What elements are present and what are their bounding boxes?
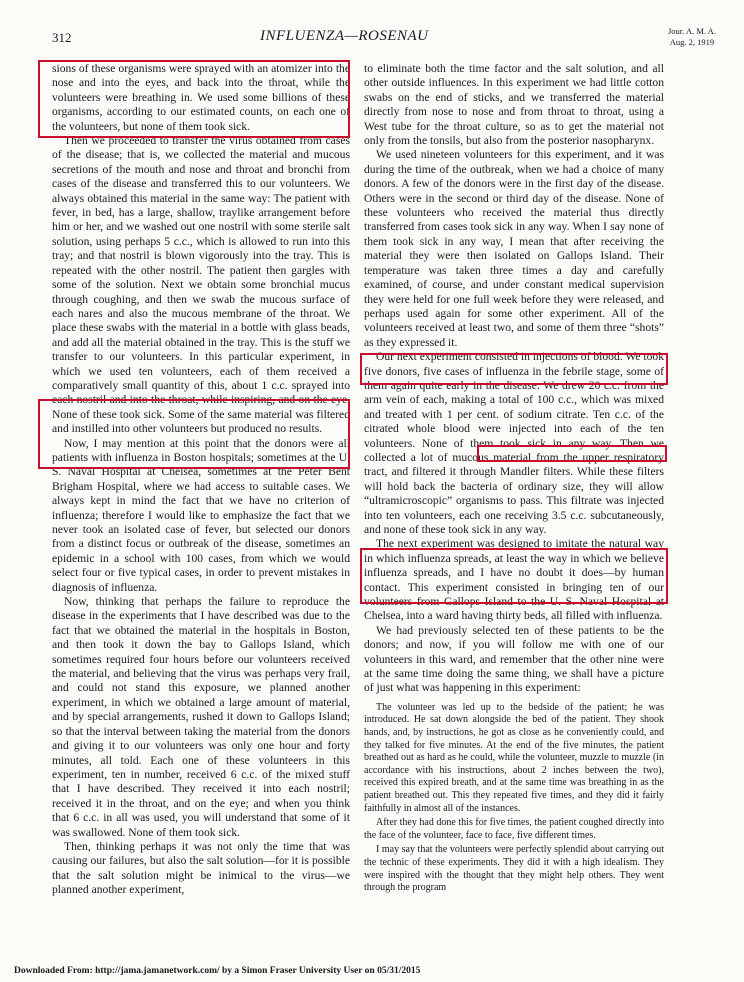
download-footer: Downloaded From: http://jama.jamanetwork.com/ by a Simon Fraser University User on 05/31/2015 (14, 966, 421, 976)
left-paragraph-1: sions of these organisms were sprayed with an atomizer into the nose and into the eyes, and back into the throat, while the volunteers were breathing in. We used some billions of these organisms, according to our estimated counts, on each one of the volunteers, but none of them took sick. (52, 62, 350, 133)
left-paragraph-4: Now, thinking that perhaps the failure to reproduce the disease in the experiments that I have described was due to the fact that we obtained the material in the hospitals in Boston, and then took it down the bay to Gallops Island, which sometimes required four hours before our volunteers received the material, and believing that the virus was perhaps very frail, and could not stand this exposure, we planned another experiment, in which we obtained a large amount of material, and by special arrangements, rushed it down to Gallops Island; so that the interval between taking the material from the donors and giving it to our volunteers was only one hour and forty minutes, all told. Each one of these volunteers in this experiment, ten in number, received 6 c.c. of the mixed stuff that I have described. They received it into each nostril; received it in the throat, and on the eye; and when you think that 6 c.c. in all was used, you will understand that some of it was swallowed. None of them took sick. (52, 595, 350, 839)
right-column (364, 62, 664, 897)
left-paragraph-5: Then, thinking perhaps it was not only the time that was causing our failures, but also the salt solution—for it is possible that the salt solution might be inimical to the virus—we planned another experiment, (52, 839, 350, 897)
left-paragraph-3: Now, I may mention at this point that the donors were all patients with influenza in Boston hospitals; sometimes at the U. S. Naval Hospital at Chelsea, sometimes at the Peter Bent Brigham Hospital, where we had access to suitable cases. We always kept in mind the fact that we have no criterion of influenza; therefore I would like to emphasize the fact that we never took an isolated case of fever, but selected our donors from a distinct focus or outbreak of the disease, sometimes an epidemic in a school with 100 cases, from which we would select four or five typical cases, in order to prevent mistakes in diagnosis of influenza. (52, 436, 350, 594)
left-paragraph-2: Then we proceeded to transfer the virus obtained from cases of the disease; that is, we collected the material and mucous secretions of the mouth and nose and throat and bronchi from cases of the disease and transferred this to our volunteers. We always obtained this material in the same way: The patient with fever, in bed, has a large, shallow, traylike arrangement before him or her, and we washed out one nostril with some sterile salt solution, using perhaps 5 c.c., which is allowed to run into this tray; and that nostril is blown vigorously into the tray. This is repeated with the other nostril. The patient then gargles with some of the solution. Next we obtain some bronchial mucus through coughing, and then we swab the mucous surface of each nares and also the mucous membrane of the throat. We place these swabs with the material in a bottle with glass beads, and add all the material obtained in the tray. This is the stuff we transfer to our volunteers. In this particular experiment, in which we used ten volunteers, each of them received a comparatively small quantity of this, about 1 c.c. sprayed into each nostril and into the throat, while inspiring, and on the eye. None of these took sick. Some of the same material was filtered and instilled into other volunteers but produced no results. (52, 134, 350, 436)
quoted-account (364, 702, 664, 895)
quote-paragraph-2: After they had done this for five times, the patient coughed directly into the face of the volunteer, face to face, five different times. (364, 817, 664, 841)
journal-citation (668, 26, 716, 48)
page-number: 312 (52, 30, 72, 45)
quote-paragraph-3: I may say that the volunteers were perfectly splendid about carrying out the technic of these experiments. They did it with a high idealism. They were inspired with the thought that they might help others. They went through the program (364, 844, 664, 894)
left-column (52, 62, 350, 898)
journal-name: Jour. A. M. A. (668, 26, 716, 36)
right-paragraph-4: The next experiment was designed to imitate the natural way in which influenza spreads, at least the way in which we believe influenza spreads, and I have no doubt it does—by human contact. This experiment consisted in bringing ten of our volunteers from Gallops Island to the U. S. Naval Hospital at Chelsea, into a ward having thirty beds, all filled with influenza. (364, 537, 664, 623)
journal-date: Aug. 2, 1919 (669, 37, 715, 47)
right-paragraph-2: We used nineteen volunteers for this experiment, and it was during the time of the outbreak, when we had a choice of many donors. A few of the donors were in the first day of the disease. Others were in the second or third day of the disease. None of these volunteers who received the material thus directly transferred from cases took sick in any way. When I say none of them took sick in any way, I mean that after receiving the material they were then isolated on Gallops Island. Their temperature was taken three times a day and carefully examined, of course, and under constant medical supervision they were held for one full week before they were released, and perhaps used again for some other experiment. All of the volunteers received at least two, and some of them three “shots” as they expressed it. (364, 148, 664, 349)
right-paragraph-5: We had previously selected ten of these patients to be the donors; and now, if you will follow me with one of our volunteers in this ward, and remember that the other nine were at the same time doing the same thing, we shall have a picture of just what was happening in this experiment: (364, 623, 664, 695)
running-title: INFLUENZA—ROSENAU (260, 28, 429, 44)
right-paragraph-3: Our next experiment consisted in injections of blood. We took five donors, five cases of influenza in the febrile stage, some of them again quite early in the disease. We drew 20 c.c. from the arm vein of each, making a total of 100 c.c., which was mixed and treated with 1 per cent. of sodium citrate. Ten c.c. of the citrated whole blood were injected into each of the ten volunteers. None of them took sick in any way. Then we collected a lot of mucous material from the upper respiratory tract, and filtered it through Mandler filters. While these filters will hold back the bacteria of ordinary size, they will allow “ultramicroscopic” organisms to pass. This filtrate was injected into ten volunteers, each one receiving 3.5 c.c. subcutaneously, and none of these took sick in any way. (364, 350, 664, 536)
right-paragraph-1: to eliminate both the time factor and the salt solution, and all other outside influences. In this experiment we had little cotton swabs on the end of sticks, and we transferred the material directly from nose to nose and from throat to throat, using a West tube for the throat culture, so as to get the material not only from the tonsils, but also from the posterior nasopharynx. (364, 62, 664, 148)
quote-paragraph-1: The volunteer was led up to the bedside of the patient; he was introduced. He sat down alongside the bed of the patient. They shook hands, and, by instructions, he got as close as he conveniently could, and they talked for five minutes. At the end of the five minutes, the patient breathed out as hard as he could, while the volunteer, muzzle to muzzle (in accordance with his instructions, about 2 inches between the two), received this expired breath, and at the same time was breathing in as the patient breathed out. This they repeated five times, and they did it fairly faithfully in almost all of the instances. (364, 701, 664, 814)
